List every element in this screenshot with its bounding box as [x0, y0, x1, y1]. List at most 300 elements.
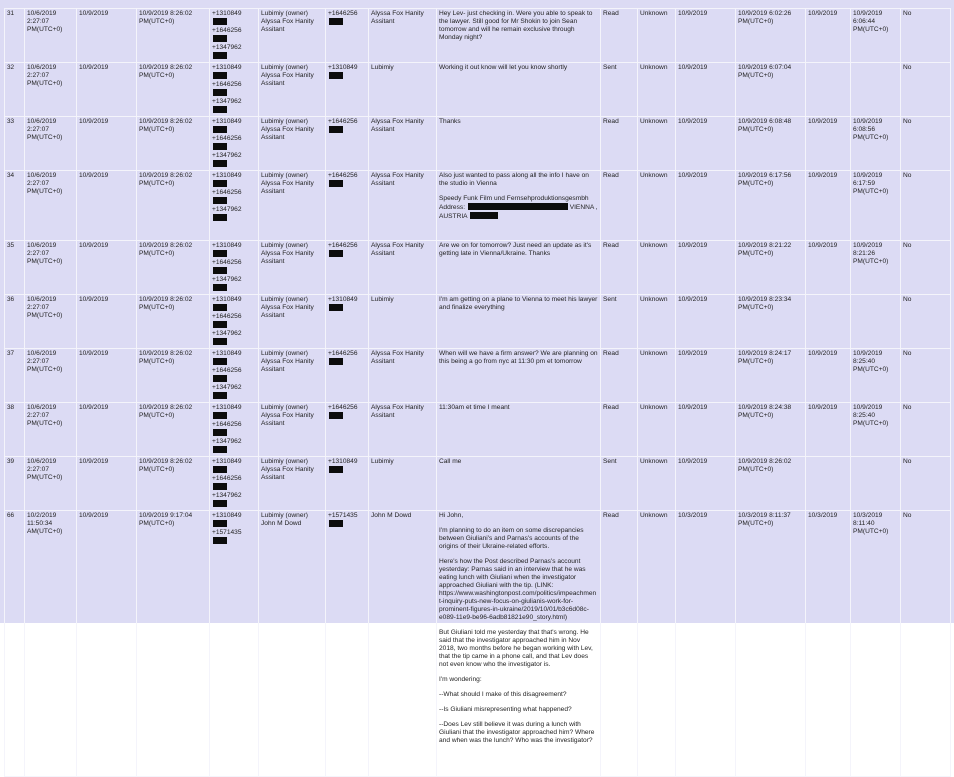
redaction-block [213, 466, 227, 473]
created-date: 10/9/2019 [77, 295, 137, 349]
participant-number [212, 529, 256, 546]
start-time: 10/6/2019 2:27:07 PM(UTC+0) [25, 117, 77, 171]
phone-prefix: +1310849 [212, 512, 242, 519]
participant-number [212, 367, 256, 384]
deleted-flag: No [901, 511, 951, 777]
table-row [5, 511, 951, 777]
start-time: 10/6/2019 2:27:07 PM(UTC+0) [25, 349, 77, 403]
phone-prefix: +1310849 [212, 458, 242, 465]
from-number [326, 457, 369, 511]
table-row [5, 9, 951, 63]
timestamp: 10/9/2019 8:23:34 PM(UTC+0) [736, 295, 806, 349]
participant-name: Lubimiy (owner) [261, 118, 308, 125]
participant-name: Lubimiy (owner) [261, 458, 308, 465]
participant-number [212, 458, 256, 475]
row-number: 39 [5, 457, 25, 511]
last-activity: 10/9/2019 8:26:02 PM(UTC+0) [137, 9, 210, 63]
redaction-block [329, 358, 343, 365]
participant-names [259, 171, 326, 241]
message-paragraph: Here's how the Post described Parnas's account yesterday: Parnas said in an interview that he was eating lunch with Giuliani when the investigator approached Giuliani with the tip. (LINK: https://www.washingtonpost.com/politics/impeachment-inquiry-puts-new-focus-on-giulianis-work-for-prominent-figures-in-ukraine/2019/10/01/b3c6d08c-e089-11e9-be96-6adb81821e90_story.html) [439, 558, 597, 621]
redaction-block [213, 429, 227, 436]
redaction-block [213, 284, 227, 291]
participant-names [259, 457, 326, 511]
platform: Unknown [638, 511, 676, 777]
participant-number [212, 384, 256, 401]
message-paragraph: Hi John, [439, 512, 464, 519]
phone-prefix: +1347962 [212, 206, 242, 213]
message-paragraph [439, 195, 598, 221]
redaction-block [468, 203, 568, 210]
created-date: 10/9/2019 [77, 117, 137, 171]
participant-name: Lubimiy (owner) [261, 296, 308, 303]
redaction-block [213, 126, 227, 133]
phone-prefix: +1571435 [212, 529, 242, 536]
message-status: Sent [601, 63, 638, 117]
phone-prefix: +1310849 [328, 64, 358, 71]
table-row [5, 295, 951, 349]
phone-prefix: +1646256 [328, 242, 358, 249]
table-row [5, 457, 951, 511]
deleted-flag: No [901, 171, 951, 241]
read-date: 10/9/2019 [806, 117, 851, 171]
from-number [326, 511, 369, 777]
last-activity: 10/9/2019 8:26:02 PM(UTC+0) [137, 117, 210, 171]
last-activity: 10/9/2019 8:26:02 PM(UTC+0) [137, 241, 210, 295]
message-paragraph: --Is Giuliani misrepresenting what happened? [439, 706, 572, 713]
participant-number [212, 242, 256, 259]
message-status: Sent [601, 457, 638, 511]
table-row [5, 349, 951, 403]
participant-numbers [210, 241, 259, 295]
participant-numbers [210, 349, 259, 403]
row-number: 36 [5, 295, 25, 349]
phone-prefix: +1347962 [212, 492, 242, 499]
participant-name: Alyssa Fox Hanity Assitant [261, 466, 314, 481]
phone-prefix: +1646256 [212, 259, 242, 266]
from-number [326, 241, 369, 295]
redaction-block [329, 250, 343, 257]
table-row [5, 241, 951, 295]
participant-numbers [210, 295, 259, 349]
platform: Unknown [638, 403, 676, 457]
participant-name: Alyssa Fox Hanity Assitant [261, 358, 314, 373]
delivered-time: 10/9/2019 6:06:44 PM(UTC+0) [851, 9, 901, 63]
message-status: Read [601, 511, 638, 777]
table-row [5, 171, 951, 241]
platform: Unknown [638, 457, 676, 511]
message-date: 10/9/2019 [676, 241, 736, 295]
from-name: Alyssa Fox Hanity Assitant [369, 241, 437, 295]
redaction-block [213, 392, 227, 399]
message-status: Sent [601, 295, 638, 349]
delivered-time: 10/9/2019 8:25:40 PM(UTC+0) [851, 349, 901, 403]
last-activity: 10/9/2019 8:26:02 PM(UTC+0) [137, 63, 210, 117]
participant-numbers [210, 171, 259, 241]
from-number [326, 403, 369, 457]
message-body [437, 63, 601, 117]
timestamp: 10/9/2019 8:24:38 PM(UTC+0) [736, 403, 806, 457]
phone-prefix: +1646256 [212, 475, 242, 482]
deleted-flag: No [901, 241, 951, 295]
message-date: 10/9/2019 [676, 63, 736, 117]
redaction-block [213, 412, 227, 419]
message-body [437, 295, 601, 349]
read-date: 10/9/2019 [806, 349, 851, 403]
participant-numbers [210, 117, 259, 171]
redaction-block [329, 126, 343, 133]
timestamp: 10/9/2019 6:07:04 PM(UTC+0) [736, 63, 806, 117]
phone-prefix: +1646256 [212, 81, 242, 88]
participant-number [212, 404, 256, 421]
participant-number [212, 512, 256, 529]
message-date: 10/9/2019 [676, 403, 736, 457]
phone-prefix: +1646256 [212, 367, 242, 374]
timestamp: 10/9/2019 6:17:56 PM(UTC+0) [736, 171, 806, 241]
participant-number [212, 313, 256, 330]
created-date: 10/9/2019 [77, 511, 137, 777]
phone-prefix: +1646256 [328, 350, 358, 357]
participant-numbers [210, 457, 259, 511]
phone-prefix: +1347962 [212, 152, 242, 159]
participant-name: Alyssa Fox Hanity Assitant [261, 412, 314, 427]
redaction-block [329, 180, 343, 187]
message-body [437, 171, 601, 241]
timestamp: 10/9/2019 6:08:48 PM(UTC+0) [736, 117, 806, 171]
redaction-block [213, 197, 227, 204]
phone-prefix: +1646256 [212, 27, 242, 34]
phone-prefix: +1310849 [212, 64, 242, 71]
message-text-segment: VIENNA , AUSTRIA [439, 204, 598, 220]
from-number [326, 9, 369, 63]
message-paragraph: Also just wanted to pass along all the info I have on the studio in Vienna [439, 172, 589, 187]
redaction-block [213, 446, 227, 453]
redaction-block [213, 250, 227, 257]
created-date: 10/9/2019 [77, 403, 137, 457]
message-status: Read [601, 241, 638, 295]
participant-numbers [210, 9, 259, 63]
redaction-block [213, 143, 227, 150]
participant-number [212, 206, 256, 223]
redaction-block [213, 304, 227, 311]
redaction-block [213, 214, 227, 221]
deleted-flag: No [901, 117, 951, 171]
delivered-time: 10/9/2019 8:21:26 PM(UTC+0) [851, 241, 901, 295]
from-name: Lubimiy [369, 457, 437, 511]
deleted-flag: No [901, 349, 951, 403]
from-name: John M Dowd [369, 511, 437, 777]
read-date: 10/9/2019 [806, 403, 851, 457]
message-text-segment: Speedy Funk Film und Fernsehproduktionsgesmbh Address: [439, 195, 589, 211]
phone-prefix: +1347962 [212, 98, 242, 105]
redaction-block [213, 106, 227, 113]
timestamp: 10/9/2019 6:02:26 PM(UTC+0) [736, 9, 806, 63]
phone-prefix: +1347962 [212, 330, 242, 337]
row-number: 34 [5, 171, 25, 241]
message-body [437, 349, 601, 403]
message-body [437, 117, 601, 171]
start-time: 10/6/2019 2:27:07 PM(UTC+0) [25, 9, 77, 63]
participant-numbers [210, 63, 259, 117]
redaction-block [213, 18, 227, 25]
read-date: 10/9/2019 [806, 9, 851, 63]
participant-name: Alyssa Fox Hanity Assitant [261, 180, 314, 195]
from-name: Lubimiy [369, 63, 437, 117]
participant-name: Alyssa Fox Hanity Assitant [261, 72, 314, 87]
participant-name: Lubimiy (owner) [261, 10, 308, 17]
participant-number [212, 64, 256, 81]
redaction-block [213, 483, 227, 490]
phone-prefix: +1310849 [212, 242, 242, 249]
message-status: Read [601, 171, 638, 241]
platform: Unknown [638, 295, 676, 349]
message-paragraph: --What should I make of this disagreement? [439, 691, 567, 698]
delivered-time: 10/3/2019 8:11:40 PM(UTC+0) [851, 511, 901, 777]
deleted-flag: No [901, 295, 951, 349]
message-paragraph: 11:30am et time I meant [439, 404, 510, 411]
participant-numbers [210, 403, 259, 457]
row-number: 38 [5, 403, 25, 457]
phone-prefix: +1347962 [212, 44, 242, 51]
phone-prefix: +1310849 [212, 172, 242, 179]
row-number: 37 [5, 349, 25, 403]
last-activity: 10/9/2019 8:26:02 PM(UTC+0) [137, 403, 210, 457]
message-paragraph: --Does Lev still believe it was during a lunch with Giuliani that the investigator approached him? Where and when was the lunch? Who was the investigator? [439, 721, 595, 744]
message-date: 10/3/2019 [676, 511, 736, 777]
read-date [806, 63, 851, 117]
participant-name: Alyssa Fox Hanity Assitant [261, 250, 314, 265]
message-date: 10/9/2019 [676, 171, 736, 241]
platform: Unknown [638, 9, 676, 63]
redaction-block [213, 180, 227, 187]
message-date: 10/9/2019 [676, 9, 736, 63]
start-time: 10/6/2019 2:27:07 PM(UTC+0) [25, 63, 77, 117]
start-time: 10/6/2019 2:27:07 PM(UTC+0) [25, 295, 77, 349]
from-name: Alyssa Fox Hanity Assitant [369, 349, 437, 403]
participant-number [212, 276, 256, 293]
redaction-block [213, 72, 227, 79]
message-date: 10/9/2019 [676, 117, 736, 171]
created-date: 10/9/2019 [77, 241, 137, 295]
participant-names [259, 63, 326, 117]
message-status: Read [601, 349, 638, 403]
message-body [437, 511, 601, 777]
from-number [326, 171, 369, 241]
phone-prefix: +1646256 [328, 404, 358, 411]
phone-prefix: +1646256 [212, 189, 242, 196]
created-date: 10/9/2019 [77, 63, 137, 117]
participant-name: Lubimiy (owner) [261, 172, 308, 179]
from-name: Alyssa Fox Hanity Assitant [369, 403, 437, 457]
participant-number [212, 296, 256, 313]
delivered-time: 10/9/2019 8:25:40 PM(UTC+0) [851, 403, 901, 457]
platform: Unknown [638, 241, 676, 295]
redaction-block [213, 500, 227, 507]
row-number: 35 [5, 241, 25, 295]
participant-name: Lubimiy (owner) [261, 404, 308, 411]
message-body [437, 457, 601, 511]
phone-prefix: +1310849 [328, 296, 358, 303]
participant-names [259, 403, 326, 457]
participant-number [212, 421, 256, 438]
platform: Unknown [638, 171, 676, 241]
participant-name: Lubimiy (owner) [261, 242, 308, 249]
message-status: Read [601, 9, 638, 63]
from-number [326, 295, 369, 349]
participant-number [212, 475, 256, 492]
redaction-block [213, 89, 227, 96]
from-name: Alyssa Fox Hanity Assitant [369, 9, 437, 63]
delivered-time [851, 63, 901, 117]
participant-number [212, 27, 256, 44]
participant-number [212, 350, 256, 367]
read-date: 10/3/2019 [806, 511, 851, 777]
redaction-block [329, 412, 343, 419]
message-paragraph: I'm wondering: [439, 676, 482, 683]
message-paragraph: Call me [439, 458, 462, 465]
delivered-time: 10/9/2019 6:08:56 PM(UTC+0) [851, 117, 901, 171]
message-table [4, 8, 951, 777]
participant-names [259, 295, 326, 349]
participant-number [212, 10, 256, 27]
from-number [326, 63, 369, 117]
message-paragraph: When will we have a firm answer? We are planning on this being a go from nyc at 11:30 pm et tomorrow [439, 350, 598, 365]
deleted-flag: No [901, 63, 951, 117]
start-time: 10/2/2019 11:50:34 AM(UTC+0) [25, 511, 77, 777]
redaction-block [213, 338, 227, 345]
message-status: Read [601, 403, 638, 457]
participant-number [212, 152, 256, 169]
phone-prefix: +1310849 [212, 10, 242, 17]
row-number: 31 [5, 9, 25, 63]
phone-prefix: +1310849 [212, 296, 242, 303]
participant-number [212, 330, 256, 347]
phone-prefix: +1347962 [212, 384, 242, 391]
phone-prefix: +1646256 [212, 313, 242, 320]
message-paragraph: Thanks [439, 118, 461, 125]
from-name: Alyssa Fox Hanity Assitant [369, 171, 437, 241]
participant-names [259, 117, 326, 171]
message-date: 10/9/2019 [676, 349, 736, 403]
redaction-block [213, 537, 227, 544]
participant-names [259, 9, 326, 63]
row-number: 66 [5, 511, 25, 777]
from-name: Alyssa Fox Hanity Assitant [369, 117, 437, 171]
last-activity: 10/9/2019 9:17:04 PM(UTC+0) [137, 511, 210, 777]
participant-name: Lubimiy (owner) [261, 64, 308, 71]
deleted-flag: No [901, 9, 951, 63]
redaction-block [213, 52, 227, 59]
read-date: 10/9/2019 [806, 241, 851, 295]
deleted-flag: No [901, 403, 951, 457]
redaction-block [470, 212, 498, 219]
phone-prefix: +1347962 [212, 438, 242, 445]
phone-prefix: +1646256 [328, 172, 358, 179]
participant-name: Alyssa Fox Hanity Assitant [261, 126, 314, 141]
timestamp: 10/3/2019 8:11:37 PM(UTC+0) [736, 511, 806, 777]
phone-prefix: +1646256 [212, 135, 242, 142]
phone-prefix: +1310849 [212, 404, 242, 411]
participant-number [212, 44, 256, 61]
redaction-block [329, 18, 343, 25]
table-row [5, 403, 951, 457]
message-paragraph: I'm planning to do an item on some discrepancies between Giuliani's and Parnas's accounts of the origins of their Ukraine-related efforts. [439, 527, 584, 550]
redaction-block [329, 72, 343, 79]
read-date [806, 457, 851, 511]
delivered-time [851, 295, 901, 349]
participant-name: Alyssa Fox Hanity Assitant [261, 304, 314, 319]
redaction-block [213, 35, 227, 42]
participant-number [212, 438, 256, 455]
redaction-block [213, 321, 227, 328]
phone-prefix: +1571435 [328, 512, 358, 519]
redaction-block [213, 520, 227, 527]
participant-name: John M Dowd [261, 520, 302, 527]
participant-name: Lubimiy (owner) [261, 512, 308, 519]
participant-number [212, 492, 256, 509]
start-time: 10/6/2019 2:27:07 PM(UTC+0) [25, 457, 77, 511]
participant-number [212, 135, 256, 152]
message-table-body [5, 9, 951, 777]
phone-prefix: +1646256 [212, 421, 242, 428]
participant-number [212, 81, 256, 98]
from-number [326, 117, 369, 171]
created-date: 10/9/2019 [77, 9, 137, 63]
from-name: Lubimiy [369, 295, 437, 349]
timestamp: 10/9/2019 8:24:17 PM(UTC+0) [736, 349, 806, 403]
row-number: 32 [5, 63, 25, 117]
participant-numbers [210, 511, 259, 777]
phone-prefix: +1646256 [328, 10, 358, 17]
timestamp: 10/9/2019 8:26:02 PM(UTC+0) [736, 457, 806, 511]
created-date: 10/9/2019 [77, 457, 137, 511]
message-paragraph: Are we on for tomorrow? Just need an update as it's getting late in Vienna/Ukraine. Thanks [439, 242, 592, 257]
participant-number [212, 118, 256, 135]
participant-number [212, 189, 256, 206]
last-activity: 10/9/2019 8:26:02 PM(UTC+0) [137, 171, 210, 241]
message-status: Read [601, 117, 638, 171]
platform: Unknown [638, 349, 676, 403]
participant-names [259, 511, 326, 777]
created-date: 10/9/2019 [77, 349, 137, 403]
message-date: 10/9/2019 [676, 295, 736, 349]
message-body [437, 403, 601, 457]
message-body [437, 241, 601, 295]
table-row [5, 63, 951, 117]
platform: Unknown [638, 63, 676, 117]
redaction-block [329, 520, 343, 527]
created-date: 10/9/2019 [77, 171, 137, 241]
participant-name: Lubimiy (owner) [261, 350, 308, 357]
deleted-flag: No [901, 457, 951, 511]
participant-name: Alyssa Fox Hanity Assitant [261, 18, 314, 33]
last-activity: 10/9/2019 8:26:02 PM(UTC+0) [137, 457, 210, 511]
redaction-block [213, 267, 227, 274]
table-row [5, 117, 951, 171]
phone-prefix: +1646256 [328, 118, 358, 125]
delivered-time: 10/9/2019 6:17:59 PM(UTC+0) [851, 171, 901, 241]
participant-number [212, 98, 256, 115]
start-time: 10/6/2019 2:27:07 PM(UTC+0) [25, 241, 77, 295]
row-number: 33 [5, 117, 25, 171]
read-date: 10/9/2019 [806, 171, 851, 241]
read-date [806, 295, 851, 349]
start-time: 10/6/2019 2:27:07 PM(UTC+0) [25, 171, 77, 241]
redaction-block [329, 304, 343, 311]
redaction-block [213, 375, 227, 382]
start-time: 10/6/2019 2:27:07 PM(UTC+0) [25, 403, 77, 457]
message-paragraph: Working it out know will let you know shortly [439, 64, 568, 71]
redaction-block [213, 160, 227, 167]
